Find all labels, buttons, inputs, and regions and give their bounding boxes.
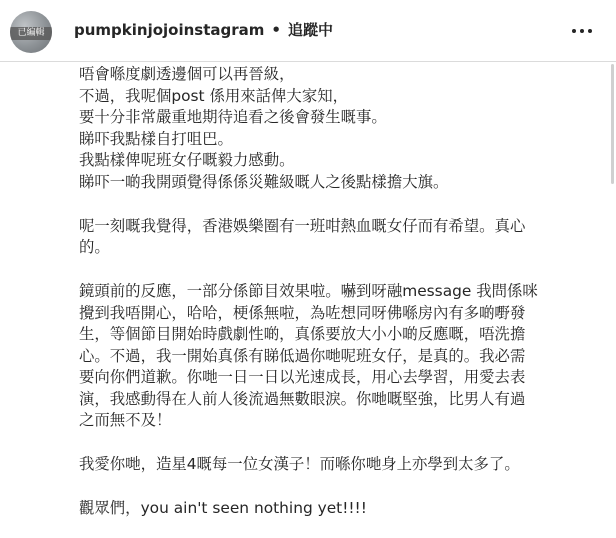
paragraph-gap	[79, 259, 599, 282]
following-button[interactable]: 追蹤中	[288, 21, 334, 39]
paragraph-gap	[79, 476, 599, 499]
caption-line: 生，等個節目開始時戲劇性啲，真係要放大小小啲反應嘅，唔洗擔	[79, 325, 526, 343]
scrollbar-thumb[interactable]	[611, 64, 614, 184]
caption-line: 不過，我呢個post 係用來話俾大家知，	[79, 86, 348, 105]
caption-line: 呢一刻嘅我覺得，香港娛樂圈有一班咁熱血嘅女仔而有希望。真心	[79, 216, 526, 235]
avatar[interactable]	[10, 11, 52, 53]
caption-line: 鏡頭前的反應，一部分係節目效果啦。嚇到呀融message 我問係咪	[79, 282, 538, 300]
caption-line: 要向你們道歉。你哋一日一日以光速成長，用心去學習，用愛去表	[79, 368, 526, 386]
username-link[interactable]: pumpkinjojoinstagram	[74, 21, 265, 39]
username-line	[74, 20, 333, 40]
caption-line: 攪到我唔開心，哈哈，梗係無啦，為咗想同呀佛喺房內有多啲嘢發	[79, 303, 526, 322]
caption-line: 我點樣俾呢班女仔嘅毅力感動。	[79, 151, 295, 169]
caption-line: 睇吓我點樣自打咀巴。	[79, 129, 233, 148]
more-options-icon[interactable]	[570, 22, 594, 40]
post-caption	[79, 64, 599, 520]
paragraph-gap	[79, 193, 599, 216]
caption-line: 睇吓一啲我開頭覺得係係災難級嘅人之後點樣擔大旗。	[79, 172, 449, 191]
caption-line: 演，我感動得在人前人後流過無數眼淚。你哋嘅堅強，比男人有過	[79, 389, 526, 408]
caption-line: 唔會喺度劇透邊個可以再晉級，	[79, 65, 295, 83]
caption-line: 心。不過，我一開始真係有睇低過你哋呢班女仔，是真的。我必需	[79, 346, 526, 365]
caption-line: 之而無不及！	[79, 411, 172, 429]
caption-line: 要十分非常嚴重地期待追看之後會發生嘅事。	[79, 108, 387, 126]
caption-line: 的。	[79, 238, 110, 256]
avatar-edited-badge: 已編輯	[10, 27, 52, 40]
separator-dot: •	[271, 21, 281, 39]
caption-line: 我愛你哋，造星4嘅每一位女漢子！而喺你哋身上亦學到太多了。	[79, 455, 520, 473]
caption-line: 觀眾們，you ain't seen nothing yet!!!!	[79, 499, 367, 517]
post-header	[0, 0, 616, 62]
paragraph-gap	[79, 432, 599, 455]
